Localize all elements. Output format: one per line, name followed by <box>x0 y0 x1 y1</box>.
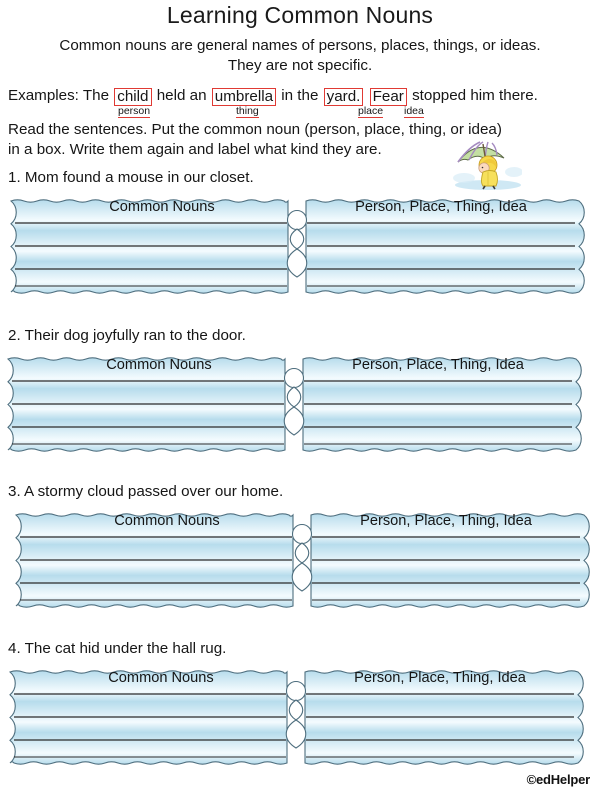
column-header-common-nouns-1: Common Nouns <box>109 199 215 215</box>
question-sentence-1: Mom found a mouse in our closet. <box>20 169 254 186</box>
question-number-3: 3. <box>8 483 21 500</box>
copyright-footer: ©edHelper <box>526 772 590 787</box>
answer-table-4[interactable] <box>4 667 584 767</box>
answer-table-2[interactable] <box>2 354 582 454</box>
example-box-idea: Fear <box>370 88 407 106</box>
column-header-category-3: Person, Place, Thing, Idea <box>360 513 532 529</box>
column-header-common-nouns-4: Common Nouns <box>108 670 214 686</box>
answer-table-1[interactable] <box>5 196 585 296</box>
column-header-category-4: Person, Place, Thing, Idea <box>354 670 526 686</box>
question-prompt-3 <box>8 482 283 501</box>
question-number-2: 2. <box>8 327 21 344</box>
question-prompt-2 <box>8 326 246 345</box>
question-number-1: 1. <box>8 169 21 186</box>
example-box-person: child <box>114 88 151 106</box>
question-number-4: 4. <box>8 640 21 657</box>
intro-line-1: Common nouns are general names of persons, places, things, or ideas. <box>59 37 541 54</box>
column-header-common-nouns-2: Common Nouns <box>106 357 212 373</box>
column-header-common-nouns-3: Common Nouns <box>114 513 220 529</box>
example-box-thing: umbrella <box>212 88 276 106</box>
question-prompt-1 <box>8 168 254 187</box>
example-box-place: yard. <box>324 88 364 106</box>
examples-text-4: stopped him there. <box>407 87 538 104</box>
intro-paragraph <box>0 36 600 76</box>
directions-line-2: in a box. Write them again and label what kind they are. <box>8 140 382 158</box>
examples-text-3 <box>364 87 368 104</box>
example-category-labels <box>8 105 600 119</box>
page-title: Learning Common Nouns <box>166 2 434 28</box>
question-prompt-4 <box>8 639 226 658</box>
example-label-place: place <box>358 105 384 117</box>
example-label-person: person <box>118 105 151 117</box>
examples-text-2: in the <box>277 87 323 104</box>
column-header-category-2: Person, Place, Thing, Idea <box>352 357 524 373</box>
question-sentence-4: The cat hid under the hall rug. <box>20 640 227 657</box>
examples-sentence <box>8 86 600 105</box>
question-sentence-2: Their dog joyfully ran to the door. <box>20 327 246 344</box>
girl-with-umbrella-icon <box>452 138 522 190</box>
example-label-idea: idea <box>404 105 424 117</box>
intro-line-2: They are not specific. <box>227 57 373 74</box>
examples-text-1: held an <box>152 87 211 104</box>
column-header-category-1: Person, Place, Thing, Idea <box>355 199 527 215</box>
question-sentence-3: A stormy cloud passed over our home. <box>20 483 284 500</box>
answer-table-3[interactable] <box>10 510 590 610</box>
examples-prefix: Examples: The <box>8 87 114 104</box>
example-label-thing: thing <box>236 105 259 117</box>
directions-line-1: Read the sentences. Put the common noun (person, place, thing, or idea) <box>8 121 502 138</box>
